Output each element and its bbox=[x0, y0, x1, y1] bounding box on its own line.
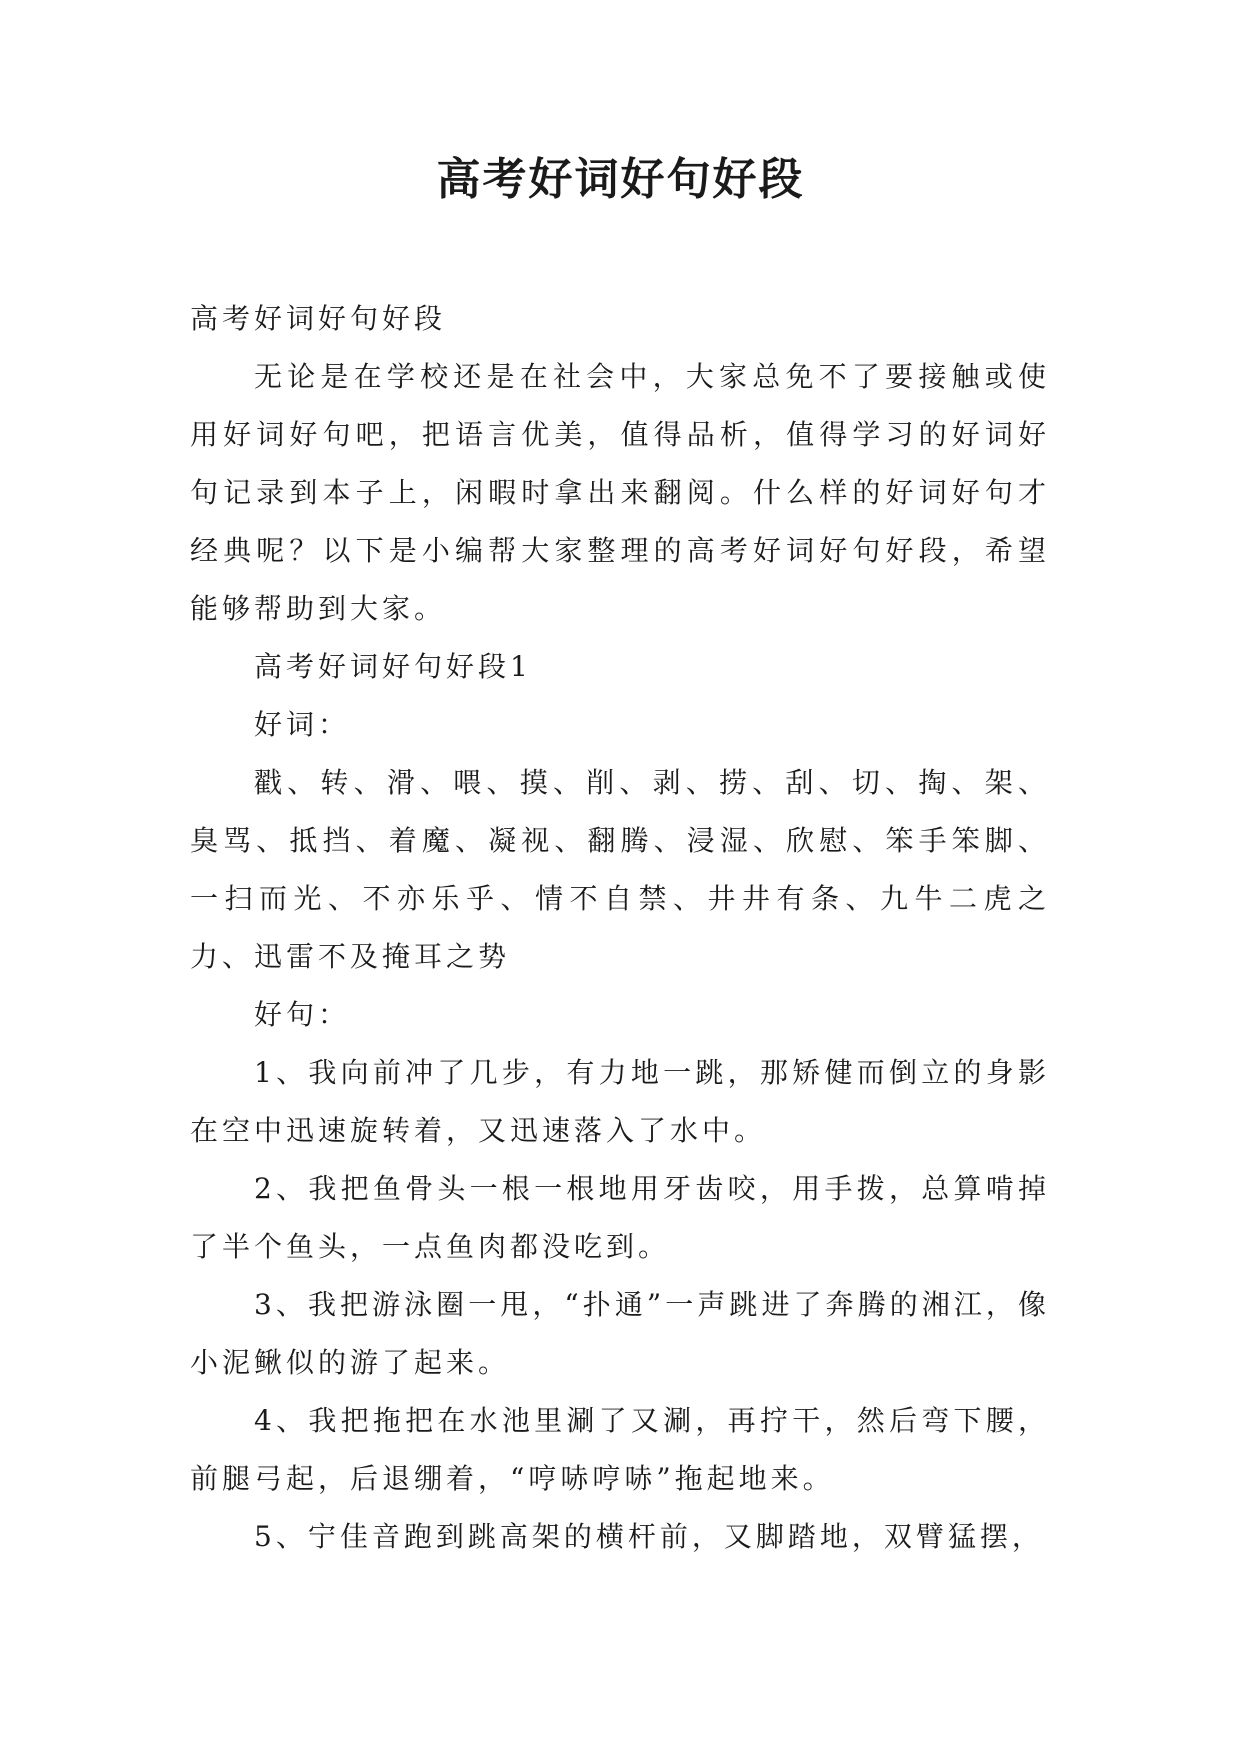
sentence-item: 5、宁佳音跑到跳高架的横杆前，又脚踏地，双臂猛摆， bbox=[254, 1520, 1044, 1553]
sentence-item: 2、我把鱼骨头一根一根地用牙齿咬，用手拨，总算啃掉了半个鱼头，一点鱼肉都没吃到。 bbox=[190, 1172, 1050, 1263]
intro-paragraph: 无论是在学校还是在社会中，大家总免不了要接触或使用好词好句吧，把语言优美，值得品析，值得学习的好词好句记录到本子上，闲暇时拿出来翻阅。什么样的好词好句才经典呢？以下是小编帮大家整理的高考好词好句好段，希望能够帮助到大家。 bbox=[190, 360, 1050, 625]
words-list: 戳、转、滑、喂、摸、削、剥、捞、刮、切、掏、架、臭骂、抵挡、着魔、凝视、翻腾、浸湿、欣慰、笨手笨脚、一扫而光、不亦乐乎、情不自禁、井井有条、九牛二虎之力、迅雷不及掩耳之势 bbox=[190, 766, 1050, 973]
sentence-item: 3、我把游泳圈一甩，“扑通”一声跳进了奔腾的湘江，像小泥鳅似的游了起来。 bbox=[190, 1288, 1050, 1379]
sentence-item: 1、我向前冲了几步，有力地一跳，那矫健而倒立的身影在空中迅速旋转着，又迅速落入了水中。 bbox=[190, 1056, 1050, 1147]
sentences-label: 好句： bbox=[254, 998, 351, 1031]
document-body bbox=[190, 290, 1050, 1566]
document-title: 高考好词好句好段 bbox=[436, 154, 805, 205]
words-label: 好词： bbox=[254, 708, 351, 741]
section-heading: 高考好词好句好段1 bbox=[254, 650, 532, 683]
subtitle: 高考好词好句好段 bbox=[190, 302, 447, 335]
sentence-item: 4、我把拖把在水池里涮了又涮，再拧干，然后弯下腰，前腿弓起，后退绷着，“哼哧哼哧”拖起地来。 bbox=[190, 1404, 1050, 1495]
